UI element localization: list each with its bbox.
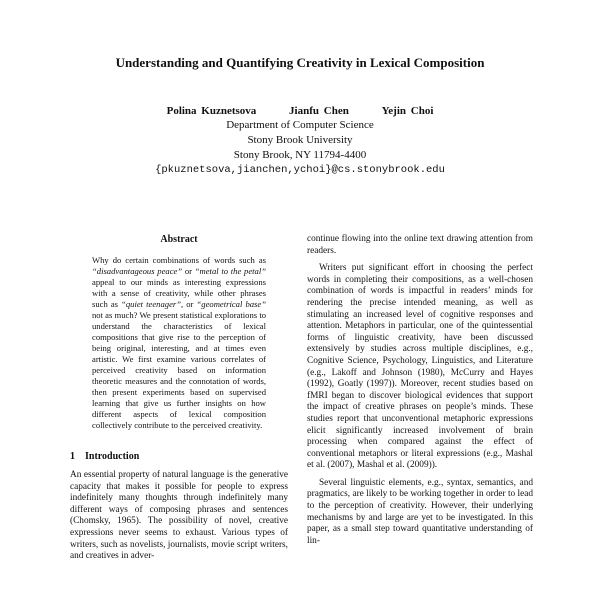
body-paragraph: Writers put significant effort in choosing the perfect words in completing their compositions, as a well-chosen combination of words is impactful in readers’ minds for rendering the precise intended meaning, as well as stimulating an increased level of cognitive responses and attention. Metaphors in particular, one of the quintessential forms of linguistic creativity, have been discussed extensively by studies across multiple disciplines, e.g., Cognitive Science, Psychology, Linguistics, and Literature (e.g., Lakoff and Johnson (1980), McCurry and Hayes (1992), Goatly (1997)). Moreover, recent studies based on fMRI began to discover biological evidences that support the impact of creative phrases on people’s minds. These studies report that unconventional metaphoric expressions elicit significantly increased involvement of brain processing when compared against the effect of conventional metaphors or literal expressions (e.g., Mashal et al. (2007), Mashal et al. (2009)). [307, 263, 533, 471]
example-phrase: “metal to the petal” [194, 266, 266, 276]
abstract-fragment: not as much? We present statistical explorations to understand the characteristics of lexical compositions that give rise to the perception of being original, interesting, and at times even artistic. We first examine various correlates of perceived creativity based on information theoretic measures and the connotation of words, then present experiments based on supervised learning that give us further insights on how different aspects of lexical composition collectively contribute to the perceived creativity. [92, 310, 266, 430]
email: {pkuznetsova,jianchen,ychoi}@cs.stonybrook.edu [155, 164, 445, 176]
section-heading [70, 451, 288, 462]
abstract-fragment: appeal to our minds as interesting expressions with a sense of creativity, while other phrases such as [92, 277, 266, 309]
intro-paragraph: An essential property of natural language is the generative capacity that makes it possible for people to express indefinitely many thoughts through indefinitely many different ways of composing phrases and sentences (Chomsky, 1965). The possibility of novel, creative expressions never seems to exhaust. Various types of writers, such as novelists, journalists, movie script writers, and creatives in adver- [70, 470, 288, 562]
body-paragraph: Several linguistic elements, e.g., syntax, semantics, and pragmatics, are likely to be working together in order to lead to the perception of creativity. However, their underlying mechanisms by and large are yet to be investigated. In this paper, as a small step toward quantitative understanding of lin- [307, 477, 533, 546]
left-column [70, 234, 288, 563]
abstract-fragment: Why do certain combinations of words such as [92, 255, 266, 265]
example-phrase: “geometrical base” [196, 299, 266, 309]
author-name: Polina Kuznetsova [166, 105, 257, 117]
abstract-fragment: or [182, 266, 195, 276]
department: Department of Computer Science [226, 119, 374, 131]
section-number: 1 [70, 451, 75, 462]
author-name: Yejin Choi [381, 105, 434, 117]
university: Stony Brook University [247, 134, 353, 146]
section-title: Introduction [85, 451, 140, 462]
author-list [0, 105, 600, 117]
right-column [307, 234, 533, 547]
affiliation-block [0, 118, 600, 178]
abstract-fragment: , or [181, 299, 197, 309]
example-phrase: “quiet teenager” [121, 299, 182, 309]
abstract-text [92, 255, 266, 431]
example-phrase: “disadvantageous peace” [92, 266, 183, 276]
paper-title: Understanding and Quantifying Creativity in Lexical Composition [115, 55, 485, 70]
abstract-heading: Abstract [160, 234, 198, 245]
address: Stony Brook, NY 11794-4400 [233, 149, 367, 161]
continuation-paragraph: continue flowing into the online text drawing attention from readers. [307, 234, 533, 256]
author-name: Jianfu Chen [289, 105, 349, 117]
